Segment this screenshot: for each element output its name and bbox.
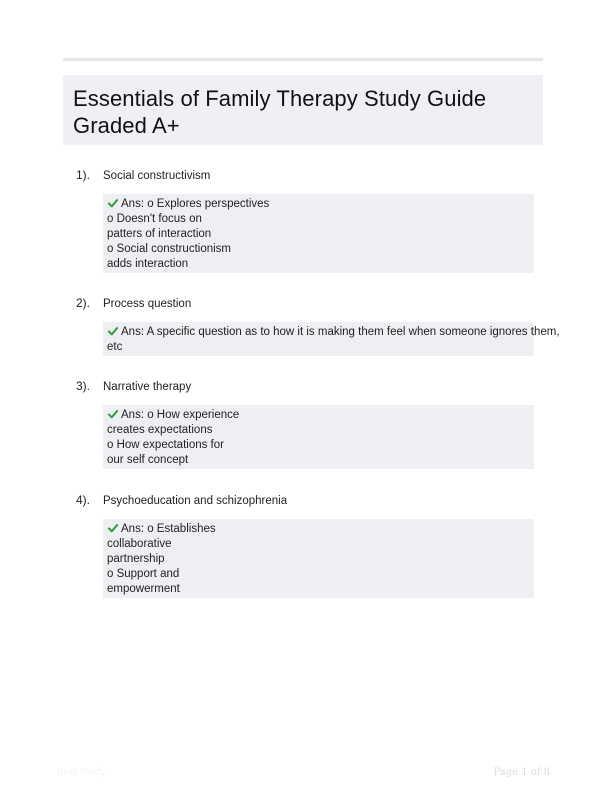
answer-box (103, 194, 534, 273)
answer-line: collaborative (107, 538, 172, 550)
answer-box (103, 519, 534, 598)
answer-line: o Social constructionism (107, 243, 231, 255)
answer-line: patters of interaction (107, 228, 212, 240)
question-number: 2). (76, 296, 91, 310)
answer-line: Ans: o Explores perspectives (107, 197, 530, 212)
answer-box (103, 405, 534, 469)
checkmark-icon (107, 523, 119, 533)
answer-line: partnership (107, 553, 165, 565)
answer-line: etc (107, 341, 123, 353)
question-text: Narrative therapy (103, 381, 192, 393)
checkmark-icon (107, 326, 119, 336)
footer-watermark: Best Study (57, 767, 106, 778)
question-number: 3). (76, 379, 91, 393)
answer-line: our self concept (107, 454, 189, 466)
page-number: Page 1 of 8 (493, 767, 550, 778)
title-banner (63, 75, 543, 145)
question-text: Psychoeducation and schizophrenia (103, 495, 288, 507)
question-text: Social constructivism (103, 170, 211, 182)
question-text: Process question (103, 298, 192, 310)
answer-line: o How expectations for (107, 439, 224, 451)
question-number: 4). (76, 493, 91, 507)
checkmark-icon (107, 409, 119, 419)
answer-box (103, 322, 560, 356)
answer-line: Ans: A specific question as to how it is making them feel when someone ignores them, (107, 325, 530, 340)
top-divider (63, 58, 543, 61)
answer-line: empowerment (107, 583, 180, 595)
question-number: 1). (76, 168, 91, 182)
answer-line: Ans: o How experience (107, 408, 530, 423)
answer-line: Ans: o Establishes (107, 522, 530, 537)
answer-line: o Doesn't focus on (107, 213, 202, 225)
page-title: Essentials of Family Therapy Study Guide Graded A+ (73, 86, 487, 138)
answer-line: creates expectations (107, 424, 213, 436)
answer-line: adds interaction (107, 258, 189, 270)
checkmark-icon (107, 198, 119, 208)
answer-line: o Support and (107, 568, 180, 580)
